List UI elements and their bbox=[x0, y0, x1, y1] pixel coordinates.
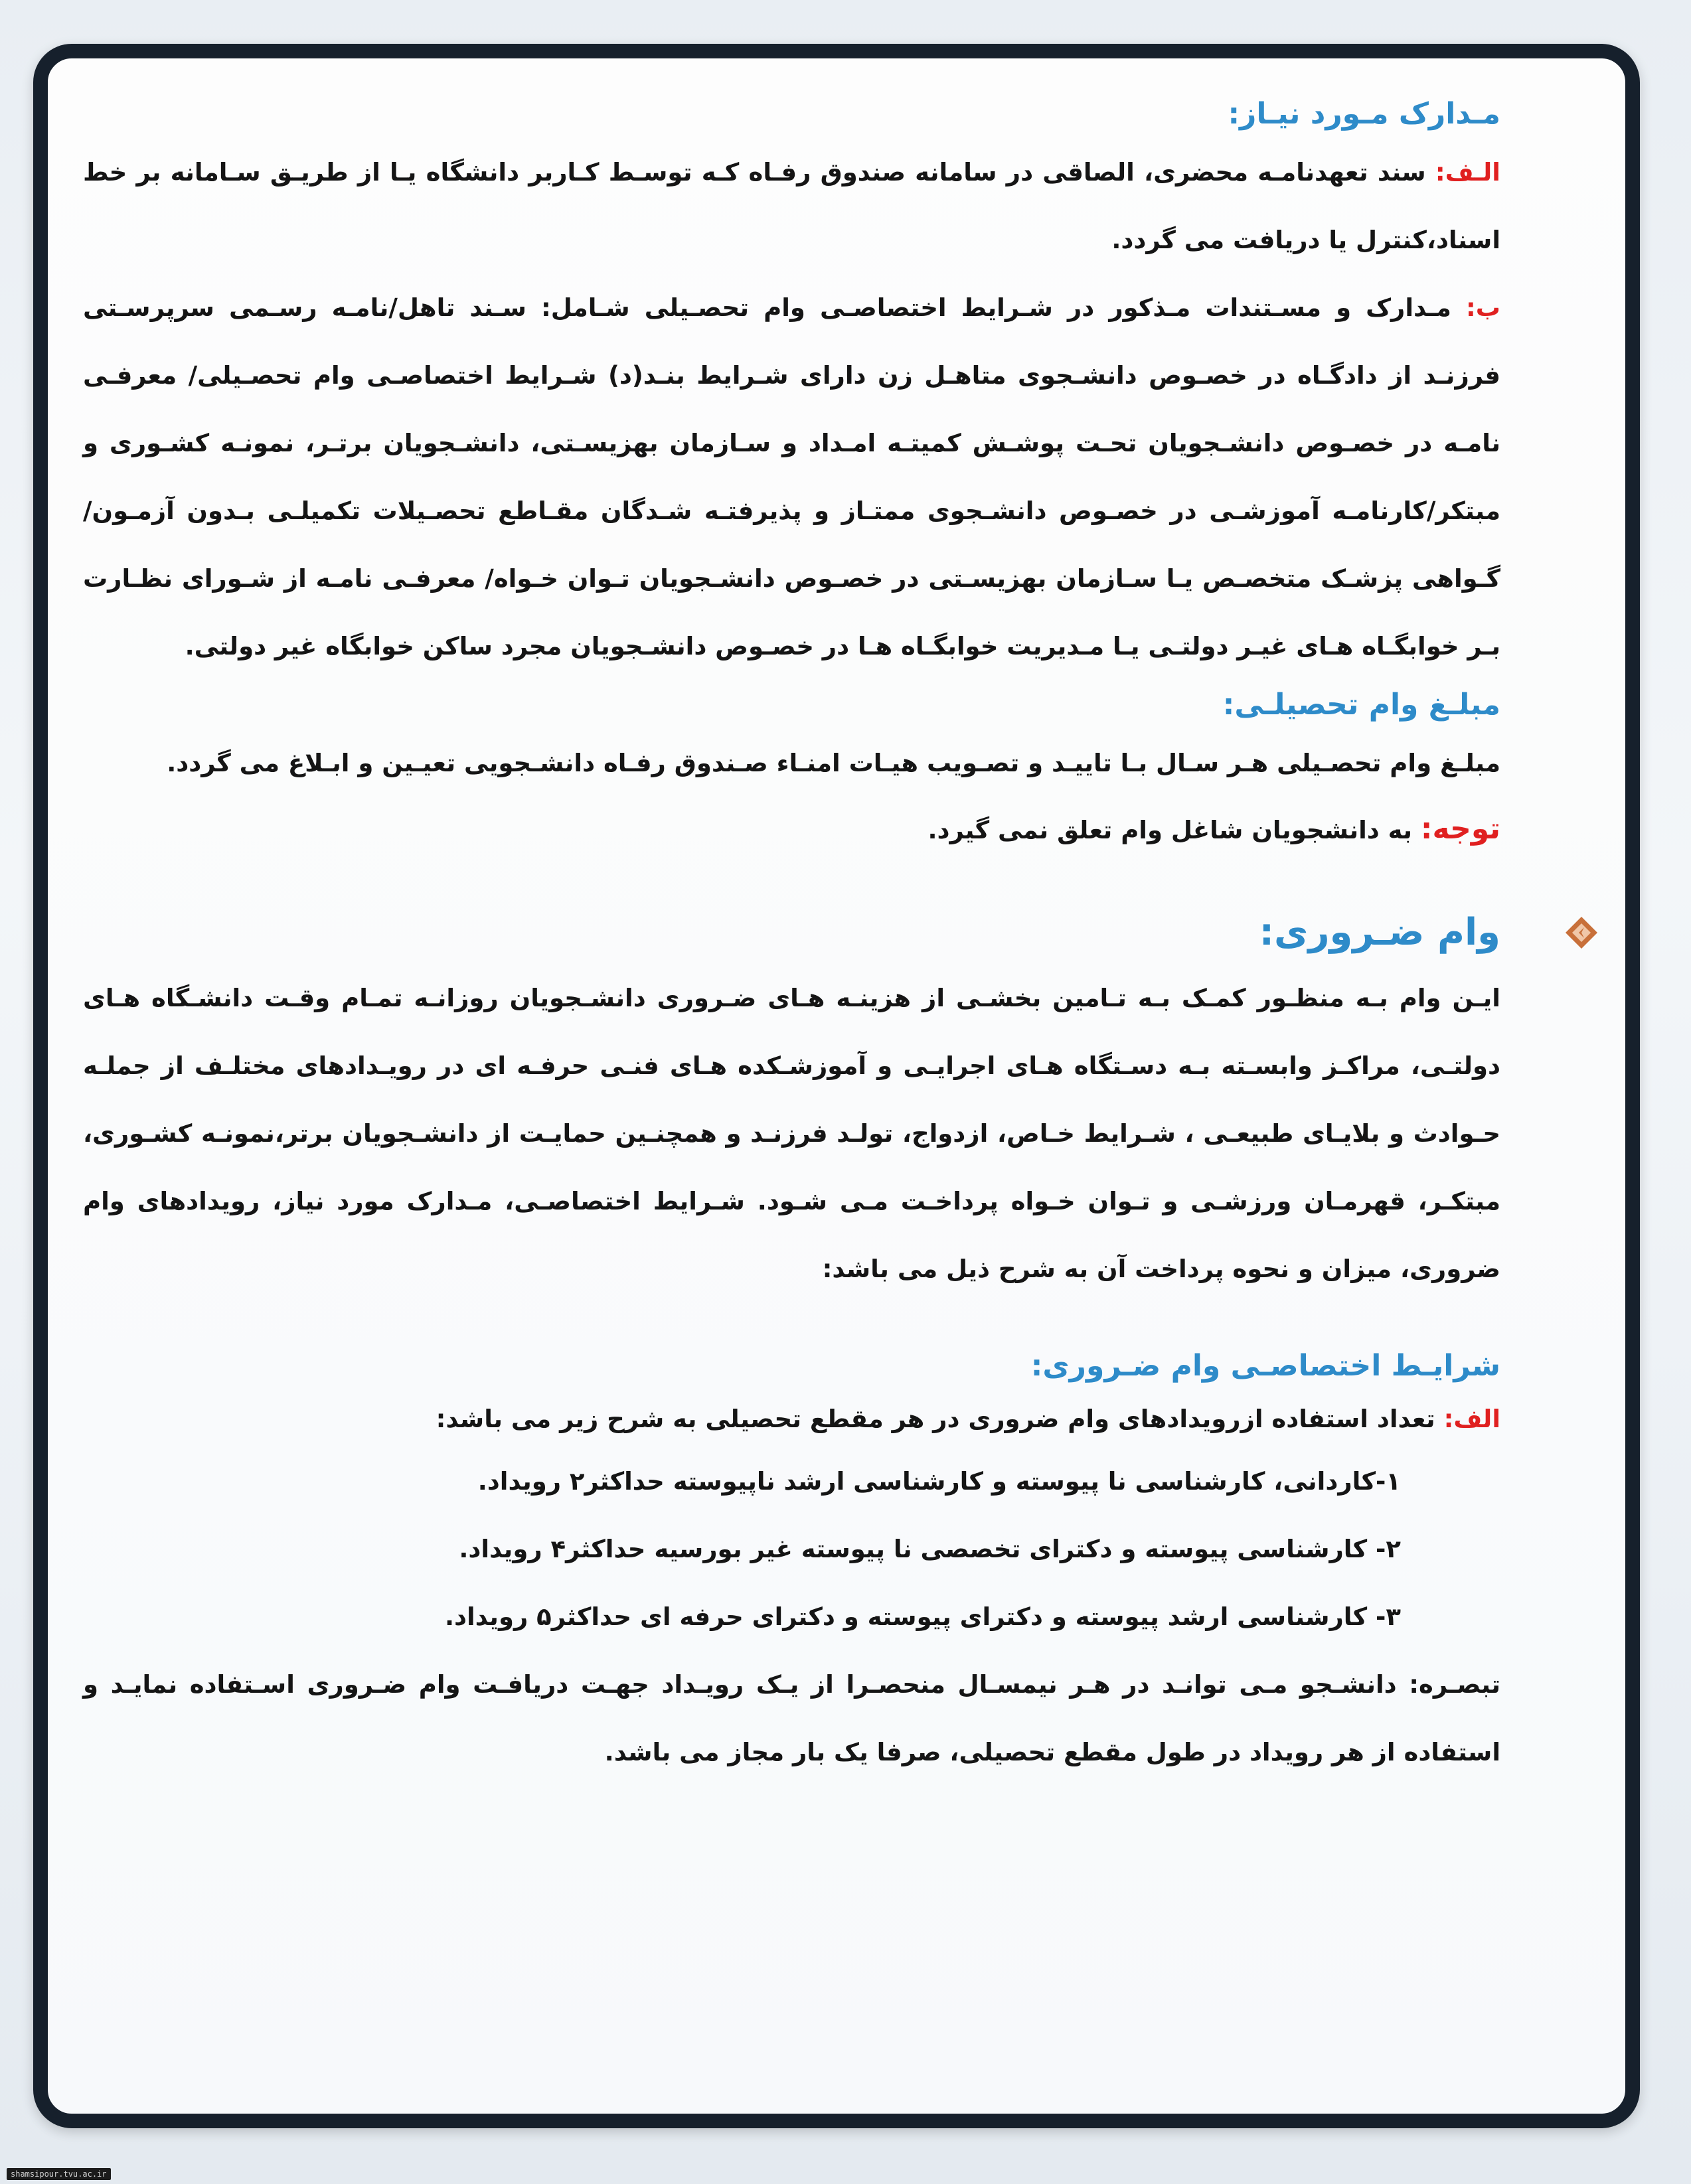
spacer bbox=[83, 1303, 1500, 1342]
conditions-a-label: الف: bbox=[1443, 1405, 1500, 1433]
list-item: ۲- کارشناسی پیوسته و دکترای تخصصی نا پیوسته غیر بورسیه حداکثر۴ رویداد. bbox=[459, 1535, 1401, 1563]
list-item: ۱-کاردانی، کارشناسی نا پیوسته و کارشناسی ارشد ناپیوسته حداکثر۲ رویداد. bbox=[477, 1467, 1401, 1496]
item-a-label: الـف: bbox=[1435, 158, 1500, 187]
conditions-item-a bbox=[83, 1391, 1500, 1448]
amount-text: مبلـغ وام تحصـیلی هـر سـال بـا تاییـد و تصـویب هیـات امنـاء صـندوق رفـاه دانشـجویی تعیـین و ابـلاغ می گردد. bbox=[167, 749, 1500, 777]
emergency-text: ایـن وام بـه منظـور کمـک بـه تـامین بخشـی از هزینـه هـای ضـروری دانشـجویان روزانـه تمـام وقـت دانشـگاه هـای دولتـی، مراکـز وابسـته بـه دسـتگاه هـای اجرایـی و آموزشـکده هـای فنـی حرفـه ای در رویـدادهای مختلـف از جملـه حـوادث و بلایـای طبیعـی ، شـرایط خـاص، ازدواج، تولـد فرزنـد و همچنـین حمایـت از دانشـجویان برتر،نمونـه کشـوری، مبتکـر، قهرمـان ورزشـی و تـوان خـواه پرداخـت مـی شـود. شـرایط اختصاصـی، مـدارک مورد نیاز، رویدادهای وام ضروری، میزان و نحوه پرداخت آن به شرح ذیل می باشد: bbox=[83, 984, 1500, 1283]
section-title-conditions: شرایـط اختصاصـی وام ضـروری: bbox=[1030, 1349, 1500, 1383]
note-text: به دانشجویان شاغل وام تعلق نمی گیرد. bbox=[927, 816, 1412, 844]
documents-item-a bbox=[83, 139, 1500, 274]
footer-watermark: shamsipour.tvu.ac.ir bbox=[7, 2168, 111, 2180]
spacer bbox=[83, 862, 1500, 901]
conditions-footnote: تبصـره: دانشـجو مـی توانـد در هـر نیمسـال منحصـرا از یـک رویـداد جهـت دریافـت وام ضـروری اسـتفاده نمایـد و استفاده از هر رویداد در طول مقطع تحصیلی، صرفا یک بار مجاز می باشد. bbox=[83, 1670, 1500, 1766]
list-item: ۳- کارشناسی ارشد پیوسته و دکترای پیوسته و دکترای حرفه ای حداکثر۵ رویداد. bbox=[444, 1602, 1401, 1631]
amount-note bbox=[83, 797, 1500, 862]
document-body bbox=[83, 90, 1500, 1786]
item-b-label: ب: bbox=[1466, 293, 1500, 322]
section-title-amount: مبلـغ وام تحصیلـی: bbox=[1222, 688, 1500, 722]
item-a-text: سند تعهدنامـه محضری، الصاقی در سامانه صندوق رفـاه کـه توسـط کـاربر دانشگاه یـا از طریـق سـامانه بر خط اسناد،کنترل یا دریافت می گردد. bbox=[83, 158, 1500, 254]
diamond-chevron-icon bbox=[1564, 915, 1599, 950]
note-label: توجه: bbox=[1420, 812, 1500, 846]
emergency-heading-wrap bbox=[83, 901, 1500, 965]
item-b-text: مـدارک و مسـتندات مـذکور در شـرایط اختصاصـی وام تحصـیلی شـامل: سـند تاهل/نامـه رسـمی سرپرسـتی فرزنـد از دادگـاه در خصـوص دانشـجوی متاهـل زن دارای شـرایط بنـد(د) شـرایط اختصاصـی وام تحصـیلی/ معرفـی نامـه در خصـوص دانشـجویان تحـت پوشـش کمیتـه امـداد و سـازمان بهزیسـتی، دانشـجویان برتـر، نمونـه کشـوری و مبتکر/کارنامـه آموزشـی در خصـوص دانشـجوی ممتـاز و پذیرفتـه شـدگان مقـاطع تحصـیلات تکمیلـی بـدون آزمـون/ گـواهی پزشـک متخصـص یـا سـازمان بهزیسـتی در خصـوص دانشـجویان تـوان خـواه/ معرفـی نامـه از شـورای نظـارت بـر خوابگـاه هـای غیـر دولتـی یـا مـدیریت خوابگـاه هـا در خصـوص دانشـجویان مجرد ساکن خوابگاه غیر دولتی. bbox=[83, 293, 1500, 661]
section-title-documents: مـدارک مـورد نیـاز: bbox=[1228, 97, 1500, 131]
conditions-a-text: تعداد استفاده ازرویدادهای وام ضروری در هر مقطع تحصیلی به شرح زیر می باشد: bbox=[436, 1405, 1435, 1433]
section-title-emergency: وام ضـروری: bbox=[1259, 911, 1500, 954]
documents-item-b bbox=[83, 274, 1500, 680]
